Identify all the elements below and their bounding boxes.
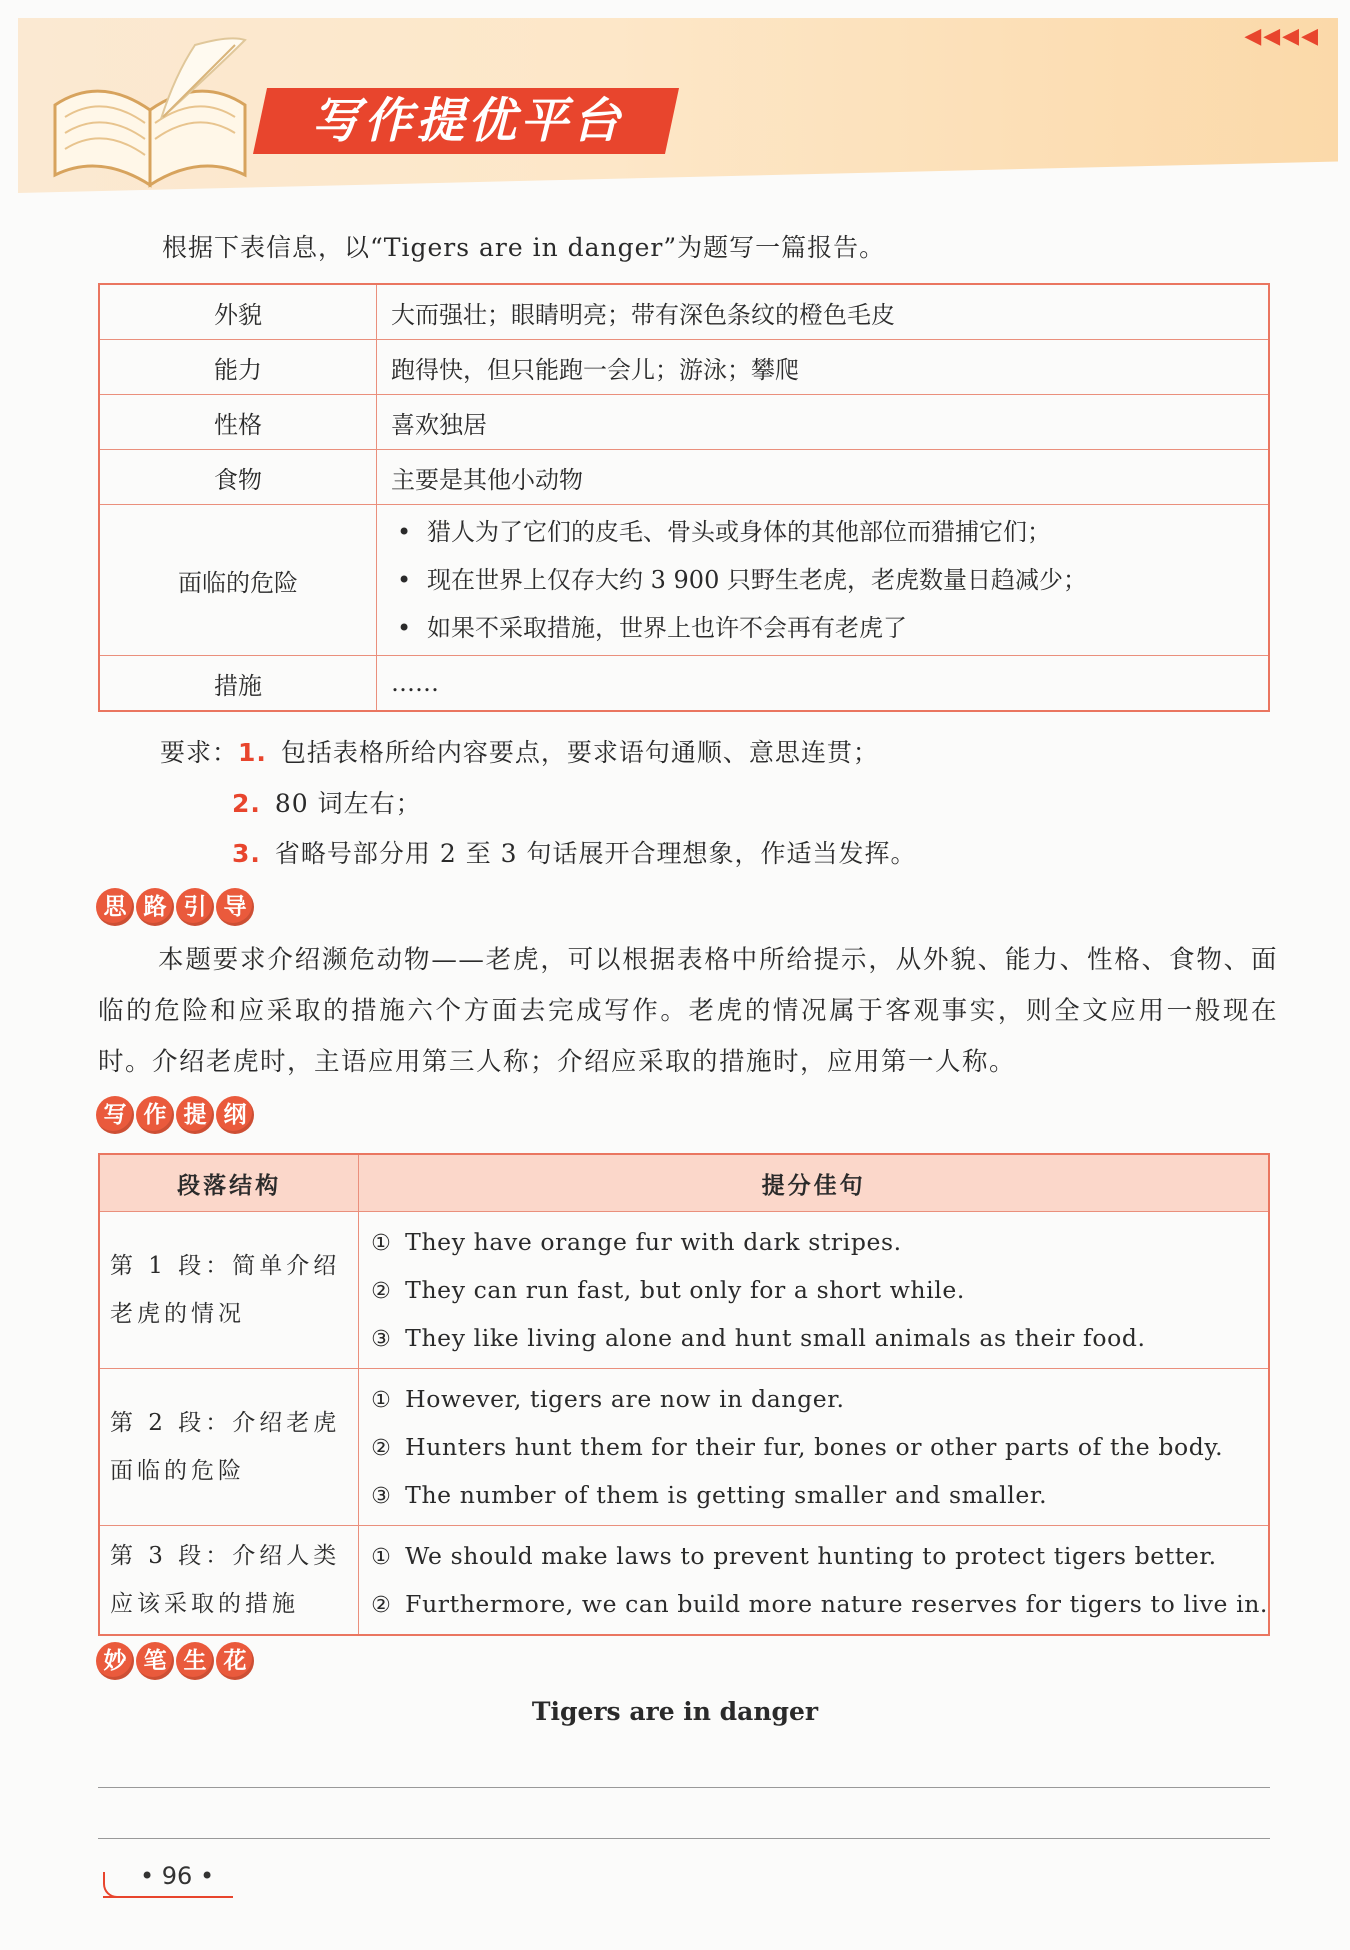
sentence-text: Furthermore, we can build more nature reserves for tigers to live in.: [405, 1590, 1268, 1618]
row-label: 措施: [99, 656, 377, 712]
writing-line[interactable]: [98, 1838, 1270, 1839]
row-label: 食物: [99, 450, 377, 505]
circled-number: ①: [371, 1388, 392, 1413]
requirement-2: [232, 784, 422, 820]
list-item: [391, 508, 1268, 556]
segment-label: 第 1 段：简单介绍老虎的情况: [99, 1212, 359, 1369]
list-item: [391, 556, 1268, 604]
circled-number: ③: [371, 1484, 392, 1509]
circled-number: ①: [371, 1231, 392, 1256]
table-row: [99, 1526, 1269, 1636]
row-value: 大而强壮；眼睛明亮；带有深色条纹的橙色毛皮: [377, 284, 1270, 340]
sentence-text: The number of them is getting smaller and smaller.: [405, 1481, 1048, 1509]
circled-number: ②: [371, 1279, 392, 1304]
heading-char: 花: [216, 1642, 254, 1680]
sentence-text: They like living alone and hunt small animals as their food.: [405, 1324, 1146, 1352]
bullet-icon: •: [397, 566, 412, 594]
row-value: ……: [377, 656, 1270, 712]
page-number-underline: [103, 1896, 233, 1898]
sentence-text: However, tigers are now in danger.: [405, 1385, 845, 1413]
segment-label: 第 3 段：介绍人类应该采取的措施: [99, 1526, 359, 1636]
sentence-text: They have orange fur with dark stripes.: [405, 1228, 902, 1256]
outline-table: [98, 1153, 1270, 1636]
info-table: [98, 283, 1270, 712]
circled-number: ②: [371, 1436, 392, 1461]
writing-line[interactable]: [98, 1787, 1270, 1788]
heading-char: 导: [216, 888, 254, 926]
heading-char: 提: [176, 1096, 214, 1134]
requirement-text: 80 词左右；: [274, 789, 422, 818]
requirement-3: [232, 834, 917, 870]
guide-paragraph: 本题要求介绍濒危动物——老虎，可以根据表格中所给提示，从外貌、能力、性格、食物、面临的危险和应采取的措施六个方面去完成写作。老虎的情况属于客观事实，则全文应用一般现在时。介绍老虎时，主语应用第三人称；介绍应采取的措施时，应用第一人称。: [98, 945, 1278, 1077]
row-value: 主要是其他小动物: [377, 450, 1270, 505]
column-header-sentences: 提分佳句: [359, 1154, 1269, 1212]
sentence-text: Hunters hunt them for their fur, bones or other parts of the body.: [405, 1433, 1224, 1461]
list-item-text: 猎人为了它们的皮毛、骨头或身体的其他部位而猎捕它们；: [427, 518, 1051, 546]
heading-char: 笔: [136, 1642, 174, 1680]
heading-char: 纲: [216, 1096, 254, 1134]
requirement-text: 省略号部分用 2 至 3 句话展开合理想象，作适当发挥。: [274, 839, 917, 868]
requirement-number: 2.: [232, 789, 261, 818]
heading-char: 路: [136, 888, 174, 926]
heading-char: 写: [96, 1096, 134, 1134]
circled-number: ①: [371, 1545, 392, 1570]
sentence-list: [359, 1212, 1269, 1369]
sentence-item: [371, 1314, 1268, 1362]
sentence-item: [371, 1532, 1268, 1580]
arrow-decoration-icon: ◀◀◀◀: [1244, 24, 1320, 49]
heading-char: 妙: [96, 1642, 134, 1680]
sentence-list: [359, 1526, 1269, 1636]
sentence-text: They can run fast, but only for a short while.: [405, 1276, 965, 1304]
heading-char: 生: [176, 1642, 214, 1680]
task-prompt: 根据下表信息，以“Tigers are in danger”为题写一篇报告。: [162, 233, 886, 262]
bullet-icon: •: [397, 614, 412, 642]
writing-heading: [96, 1642, 254, 1682]
sentence-list: [359, 1369, 1269, 1526]
table-row: [99, 284, 1269, 340]
page-title: 写作提优平台: [311, 93, 624, 149]
table-row: [99, 656, 1269, 712]
table-row: [99, 505, 1269, 656]
guide-heading: [96, 888, 254, 928]
list-item: [391, 604, 1268, 652]
sentence-item: [371, 1580, 1268, 1628]
requirement-text: 包括表格所给内容要点，要求语句通顺、意思连贯；: [280, 738, 879, 767]
open-book-icon: [45, 35, 255, 195]
segment-label: 第 2 段：介绍老虎面临的危险: [99, 1369, 359, 1526]
page-number: • 96 •: [140, 1862, 215, 1890]
sentence-item: [371, 1375, 1268, 1423]
circled-number: ②: [371, 1593, 392, 1618]
essay-title: Tigers are in danger: [531, 1697, 819, 1726]
requirement-number: 1.: [238, 738, 267, 767]
requirement-number: 3.: [232, 839, 261, 868]
table-row: [99, 450, 1269, 505]
row-label: 能力: [99, 340, 377, 395]
row-label: 性格: [99, 395, 377, 450]
heading-char: 引: [176, 888, 214, 926]
requirement-prefix: 要求：: [160, 738, 239, 767]
circled-number: ③: [371, 1327, 392, 1352]
page-number-ornament: [103, 1872, 133, 1898]
row-value: 喜欢独居: [377, 395, 1270, 450]
sentence-item: [371, 1471, 1268, 1519]
heading-char: 作: [136, 1096, 174, 1134]
bullet-icon: •: [397, 518, 412, 546]
row-label: 外貌: [99, 284, 377, 340]
sentence-item: [371, 1423, 1268, 1471]
table-row: [99, 340, 1269, 395]
danger-list: [377, 505, 1270, 656]
table-row: [99, 1369, 1269, 1526]
table-row: [99, 395, 1269, 450]
table-header-row: [99, 1154, 1269, 1212]
list-item-text: 现在世界上仅存大约 3 900 只野生老虎，老虎数量日趋减少；: [427, 566, 1087, 594]
column-header-structure: 段落结构: [99, 1154, 359, 1212]
sentence-item: [371, 1266, 1268, 1314]
table-row: [99, 1212, 1269, 1369]
sentence-text: We should make laws to prevent hunting to protect tigers better.: [405, 1542, 1217, 1570]
outline-heading: [96, 1096, 254, 1136]
row-label: 面临的危险: [99, 505, 377, 656]
row-value: 跑得快，但只能跑一会儿；游泳；攀爬: [377, 340, 1270, 395]
heading-char: 思: [96, 888, 134, 926]
list-item-text: 如果不采取措施，世界上也许不会再有老虎了: [427, 614, 907, 642]
requirement-1: [160, 733, 879, 769]
sentence-item: [371, 1218, 1268, 1266]
